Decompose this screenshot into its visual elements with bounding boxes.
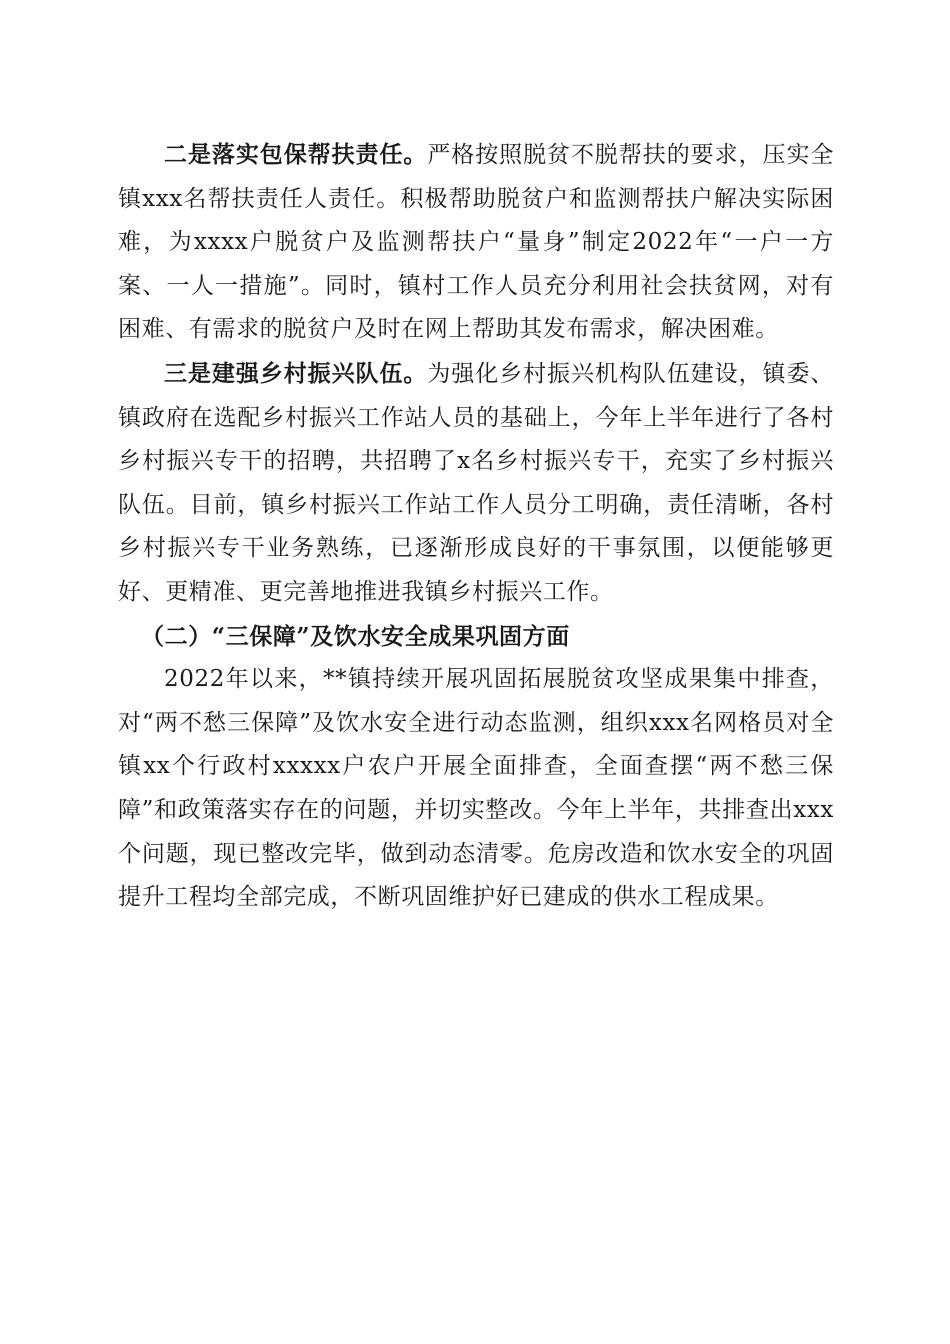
paragraph-lead: 三是建强乡村振兴队伍。 — [164, 359, 428, 387]
document-body — [118, 133, 834, 920]
paragraph-text: 严格按照脱贫不脱帮扶的要求，压实全镇xxx名帮扶责任人责任。积极帮助脱贫户和监测帮扶户解决实际困难，为xxxx户脱贫户及监测帮扶户“量身”制定2022年“一户一方案、一人一措施”。同时，镇村工作人员充分利用社会扶贫网，对有困难、有需求的脱贫户及时在网上帮助其发布需求，解决困难。 — [118, 142, 834, 343]
paragraph-text: 2022年以来，**镇持续开展巩固拓展脱贫攻坚成果集中排查，对“两不愁三保障”及饮水安全进行动态监测，组织xxx名网格员对全镇xx个行政村xxxxx户农户开展全面排查，全面查摆“两不愁三保障”和政策落实存在的问题，并切实整改。今年上半年，共排查出xxx个问题，现已整改完毕，做到动态清零。危房改造和饮水安全的巩固提升工程均全部完成，不断巩固维护好已建成的供水工程成果。 — [118, 666, 834, 911]
paragraph-water-safety — [118, 658, 834, 920]
paragraph-text: 为强化乡村振兴机构队伍建设，镇委、镇政府在选配乡村振兴工作站人员的基础上，今年上半年进行了各村乡村振兴专干的招聘，共招聘了x名乡村振兴专干，充实了乡村振兴队伍。目前，镇乡村振兴工作站工作人员分工明确，责任清晰，各村乡村振兴专干业务熟练，已逐渐形成良好的干事氛围，以便能够更好、更精准、更完善地推进我镇乡村振兴工作。 — [118, 360, 834, 605]
paragraph-lead: 二是落实包保帮扶责任。 — [164, 141, 428, 168]
paragraph-responsibility — [118, 133, 834, 352]
paragraph-team — [118, 352, 834, 615]
section-heading: （二）“三保障”及饮水安全成果巩固方面 — [141, 622, 570, 650]
